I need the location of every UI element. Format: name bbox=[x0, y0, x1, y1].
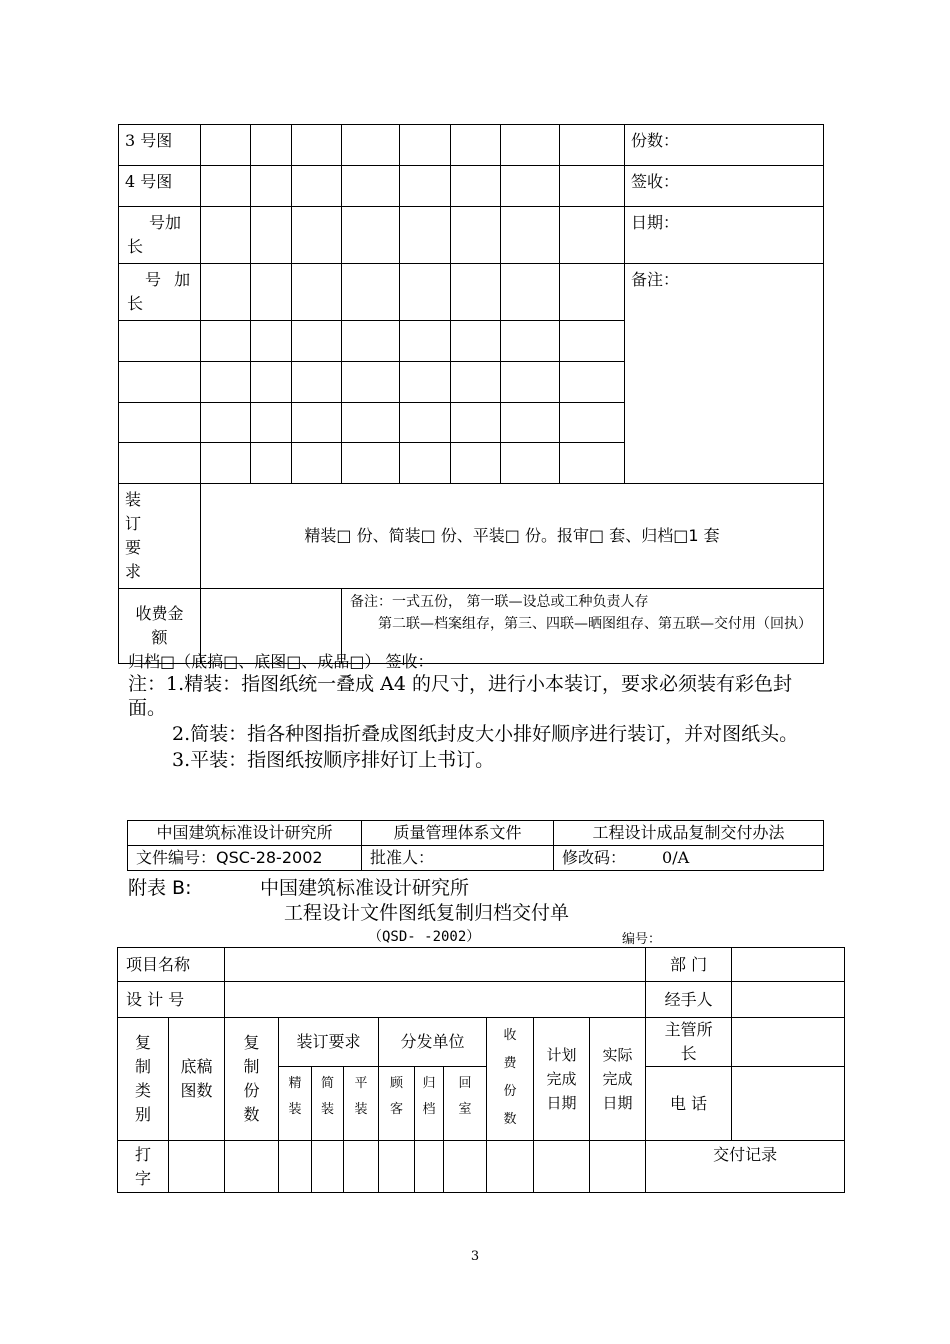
binding-sub-2: 简装 bbox=[312, 1067, 344, 1141]
header-approver: 批准人： bbox=[362, 846, 554, 871]
appendix-code: （QSD- -2002） bbox=[368, 929, 481, 945]
header-org: 中国建筑标准设计研究所 bbox=[128, 821, 362, 846]
delivery-record-label: 交付记录 bbox=[646, 1141, 845, 1193]
fee-copies-label: 收费份数 bbox=[487, 1018, 534, 1141]
copy-type-label: 复制类别 bbox=[118, 1018, 169, 1141]
binding-label: 装订要求 bbox=[119, 484, 201, 589]
appendix-number-label: 编号： bbox=[622, 932, 662, 947]
fee-remark: 备注：一式五份， 第一联—设总或工种负责人存 第二联—档案组存，第三、四联—晒图组存、第五联—交付用（回执） bbox=[342, 589, 824, 664]
appendix-title: 工程设计文件图纸复制归档交付单 bbox=[284, 902, 570, 924]
plan-date-label: 计划完成日期 bbox=[534, 1018, 590, 1141]
header-doc-no: 文件编号：QSC-28-2002 bbox=[128, 846, 362, 871]
drawing-copy-table bbox=[118, 124, 824, 664]
dept-label: 部 门 bbox=[646, 948, 732, 982]
dist-sub-2: 归档 bbox=[415, 1067, 444, 1141]
binding-options: 精装□ 份、简装□ 份、平装□ 份。报审□ 套、归档□1 套 bbox=[201, 484, 824, 589]
dist-sub-1: 顾客 bbox=[379, 1067, 415, 1141]
phone-label: 电 话 bbox=[646, 1067, 732, 1141]
note-2: 2.简装：指各种图指折叠成图纸封皮大小排好顺序进行装订，并对图纸头。 bbox=[172, 723, 799, 745]
header-title: 工程设计成品复制交付办法 bbox=[554, 821, 824, 846]
appendix-org: 中国建筑标准设计研究所 bbox=[260, 877, 470, 899]
copy-count-label: 复制份数 bbox=[225, 1018, 279, 1141]
distribution-header: 分发单位 bbox=[379, 1018, 487, 1067]
delivery-form-table bbox=[117, 947, 845, 1193]
doc-header-table bbox=[127, 820, 824, 871]
archive-line: 归档□（底搞□、底图□、成品□） 签收： bbox=[128, 652, 434, 671]
sign-label: 签收： bbox=[625, 166, 824, 207]
date-label: 日期： bbox=[625, 207, 824, 264]
typing-label: 打字 bbox=[118, 1141, 169, 1193]
design-no-label: 设 计 号 bbox=[118, 982, 225, 1018]
dist-sub-3: 回室 bbox=[444, 1067, 487, 1141]
page-number: 3 bbox=[470, 1249, 480, 1264]
project-name-label: 项目名称 bbox=[118, 948, 225, 982]
note-1: 注：1.精装：指图纸统一叠成 A4 的尺寸，进行小本装订，要求必须装有彩色封面。 bbox=[128, 673, 793, 719]
fee-label: 收费金额 bbox=[119, 589, 201, 664]
notes bbox=[128, 672, 828, 772]
header-system: 质量管理体系文件 bbox=[362, 821, 554, 846]
binding-req-header: 装订要求 bbox=[279, 1018, 379, 1067]
director-label: 主管所长 bbox=[646, 1018, 732, 1067]
row-label-extended-1: 号加长 bbox=[119, 207, 201, 264]
draft-count-label: 底稿图数 bbox=[169, 1018, 225, 1141]
binding-sub-3: 平装 bbox=[344, 1067, 379, 1141]
row-label-3: 3 号图 bbox=[119, 125, 201, 166]
row-label-extended-2: 号 加长 bbox=[119, 264, 201, 321]
handler-label: 经手人 bbox=[646, 982, 732, 1018]
appendix-label: 附表 B: bbox=[128, 877, 192, 899]
remarks-label: 备注： bbox=[625, 264, 824, 484]
header-revision: 修改码： 0/A bbox=[554, 846, 824, 871]
note-3: 3.平装：指图纸按顺序排好订上书订。 bbox=[172, 749, 495, 771]
binding-sub-1: 精装 bbox=[279, 1067, 312, 1141]
actual-date-label: 实际完成日期 bbox=[590, 1018, 646, 1141]
row-label-4: 4 号图 bbox=[119, 166, 201, 207]
copies-label: 份数： bbox=[625, 125, 824, 166]
